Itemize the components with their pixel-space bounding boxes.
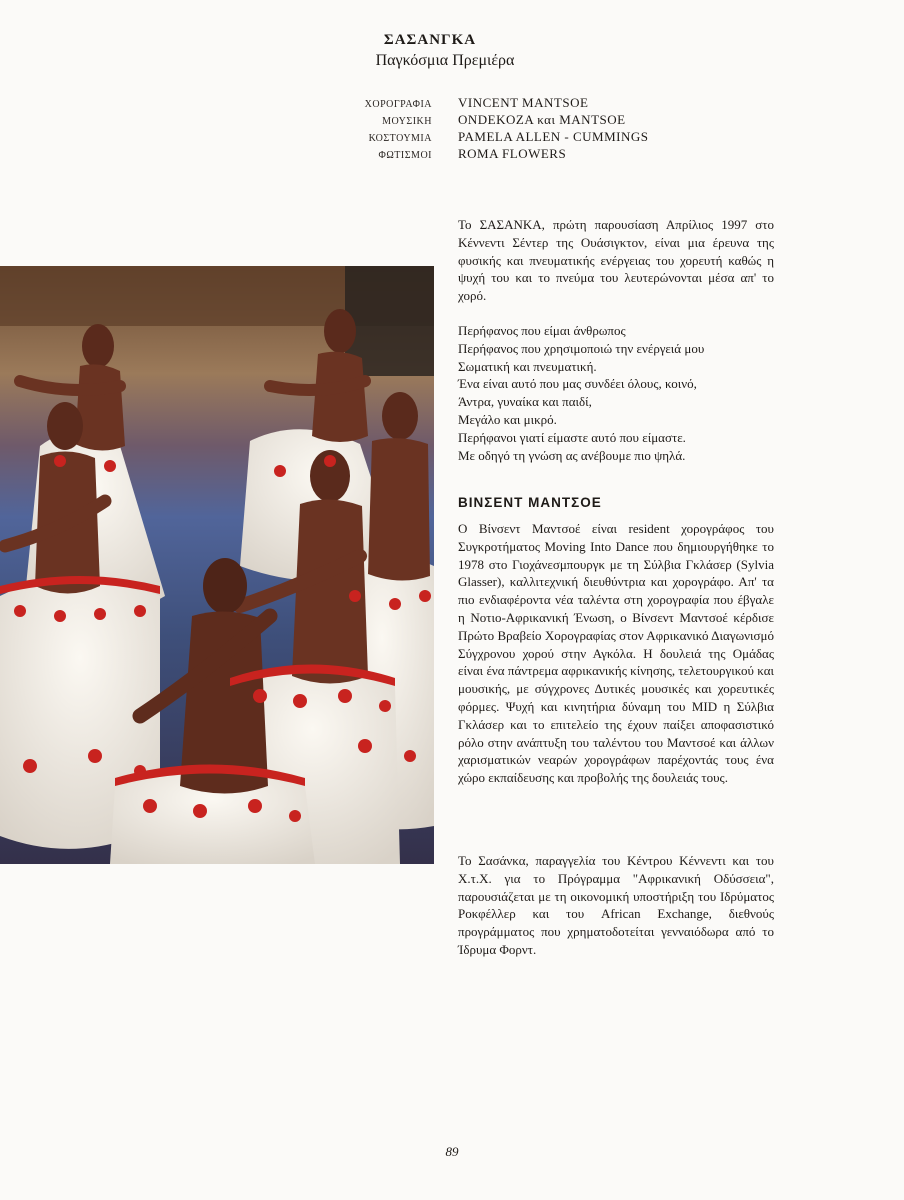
page-number: 89 — [445, 1144, 459, 1159]
commission-paragraph: Το Σασάνκα, παραγγελία του Κέντρου Κέννεντι και του Χ.τ.Χ. για το Πρόγραμμα "Αφρικανική Οδύσσεια", παρουσιάζεται με τη οικονομική υποστήριξη του Ιδρύματος Ροκφέλλερ και του African Exchange, διεθνούς προγράμματος που χρηματοδοτείται γενναιόδωρα από το Ίδρυμα Φορντ. — [458, 853, 774, 957]
credit-role: ΦΩΤΙΣΜΟΙ — [378, 150, 432, 161]
credit-row — [300, 129, 660, 146]
dance-photo — [0, 266, 434, 864]
poem-line: Σωματική και πνευματική. — [458, 358, 597, 374]
poem-line: Περήφανος που είμαι άνθρωπος — [458, 323, 626, 338]
credit-name: PAMELA ALLEN - CUMMINGS — [458, 129, 649, 144]
bio-paragraph: Ο Βίνσεντ Μαντσοέ είναι resident χορογράφος του Συγκροτήματος Moving Into Dance που δημιουργήθηκε το 1978 στο Γιοχάνεσμπουργκ με τη Σύλβια Γκλάσερ (Sylvia Glasser), καλλιτεχνική διευθύντρια και χορογράφο. Απ' τα πιο ενδιαφέροντα νέα ταλέντα στη χορογραφία που έβγαλε η Νοτιο-Αφρικανική Ένωση, ο Βίνσεντ Μαντσοέ κέρδισε Πρώτο Βραβείο Χορογραφίας στον Αφρικανικό Διαγωνισμό Σύγχρονου χορού στην Αγκόλα. Η δουλειά της Ομάδας είναι ένα πάντρεμα αφρικανικής κίνησης, τελετουργικού και μουσικής, με σύγχρονες Δυτικές μουσικές και χορευτικές φόρμες. Ψυχή και κινητήρια δύναμη του MID η Σύλβια Γκλάσερ και το επιτελείο της έχουν παίξει αποφασιστικό ρόλο στην ανάπτυξη του ταλέντου του Μαντσοέ και άλλων χαρισματικών νεαρών χορογράφων παρέχοντάς τους ένα χώρο εκπαίδευσης και προβολής της δουλειάς τους. — [458, 521, 774, 786]
poem-line: Με οδηγό τη γνώση ας ανέβουμε πιο ψηλά. — [458, 447, 686, 463]
credit-role: ΧΟΡΟΓΡΑΦΙΑ — [364, 99, 432, 110]
credit-name: VINCENT MANTSOE — [458, 95, 589, 110]
credit-row — [300, 146, 660, 163]
poem-line: Περήφανος που χρησιμοποιώ την ενέργειά μου — [458, 340, 705, 356]
bio-heading: ΒΙΝΣΕΝΤ ΜΑΝΤΣΟΕ — [458, 495, 602, 510]
intro-paragraph: Το ΣΑΣΑΝΚΑ, πρώτη παρουσίαση Απρίλιος 1997 στο Κέννεντι Σέντερ της Ουάσιγκτον, είναι μια έρευνα της φυσικής και πνευματικής ενέργειας του χορευτή καθώς η ψυχή του και το πνεύμα του λευτερώνονται μέσα απ' το χορό. — [458, 217, 774, 304]
credit-row — [300, 95, 660, 112]
credits-list — [300, 95, 660, 163]
poem-line: Ένα είναι αυτό που μας συνδέει όλους, κοινό, — [458, 376, 697, 392]
dance-photo-illustration — [0, 266, 434, 864]
credit-row — [300, 112, 660, 129]
poem-line: Μεγάλο και μικρό. — [458, 411, 557, 427]
performance-subtitle: Παγκόσμια Πρεμιέρα — [375, 52, 515, 69]
credit-name: ROMA FLOWERS — [458, 146, 567, 161]
poem — [458, 322, 774, 464]
credit-role: ΚΟΣΤΟΥΜΙΑ — [368, 133, 432, 144]
credit-name: ONDEKOZA και MANTSOE — [458, 112, 626, 127]
poem-line: Άντρα, γυναίκα και παιδί, — [458, 394, 592, 410]
credit-role: ΜΟΥΣΙΚΗ — [382, 116, 432, 127]
performance-title: ΣΑΣΑΝΓΚΑ — [383, 32, 477, 48]
poem-line: Περήφανοι γιατί είμαστε αυτό που είμαστε. — [458, 429, 686, 445]
